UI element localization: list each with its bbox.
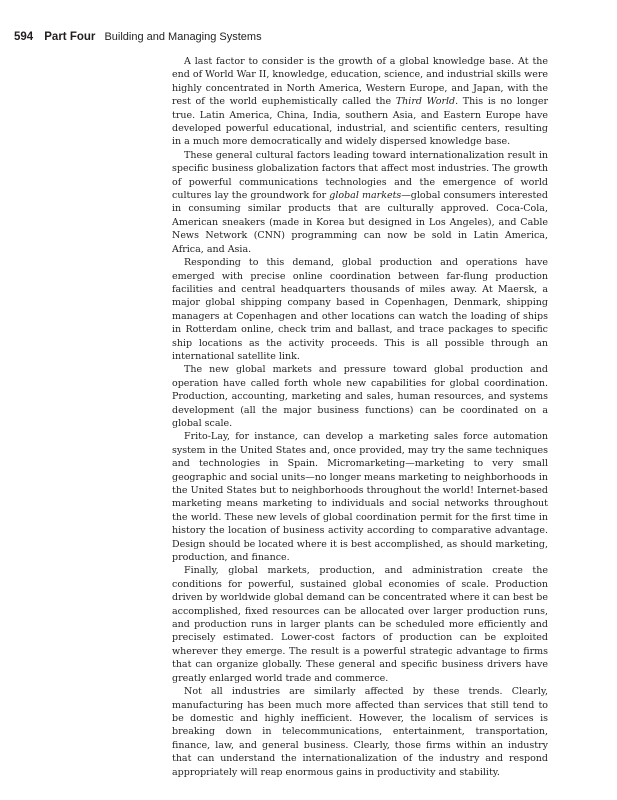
text-run: . This is no longer true. Latin America, China, India, southern Asia, and Eastern Europe have developed powerful educational, industrial, and scientific centers, resulting in a much more democratically and widely dispersed knowledge base.	[172, 96, 549, 148]
text-run: These general cultural factors leading toward internationalization result in specific business globalization factors that affect most industries. The growth of powerful communications technologies and the emergence of world cultures lay the groundwork for	[172, 149, 548, 202]
body-text	[172, 55, 548, 779]
part-label: Part Four	[44, 31, 96, 43]
text-run: —global consumers interested in consuming similar products that are culturally approved. Coca-Cola, American sneakers (made in Korea but designed in Los Angeles), and Cable News Network (CNN) programming can now be sold in Latin America, Africa, and Asia.	[172, 190, 548, 255]
paragraph	[172, 363, 548, 430]
paragraph	[172, 55, 548, 149]
part-title: Building and Managing Systems	[104, 31, 262, 43]
text-run: A last factor to consider is the growth of a global knowledge base. At the end of World War II, knowledge, education, science, and industrial skills were highly concentrated in North America, Western Europe, and Japan, with the rest of the world euphemistically called the	[172, 56, 548, 108]
page-number: 594	[14, 31, 34, 43]
italic-term: Third World	[395, 96, 456, 108]
text-run: Responding to this demand, global production and operations have emerged with precise online coordination between far-flung production facilities and central headquarters thousands of miles away. At Maersk, a major global shipping company based in Copenhagen, Denmark, shipping managers at Copenhagen and other locations can watch the loading of ships in Rotterdam online, check trim and ballast, and trace packages to specific ship locations as the activity proceeds. This is all possible through an international satellite link.	[172, 257, 548, 362]
text-run: Finally, global markets, production, and administration create the conditions for powerful, sustained global economies of scale. Production driven by worldwide global demand can be concentrated where it can best be accomplished, fixed resources can be allocated over larger production runs, and production runs in larger plants can be scheduled more efficiently and precisely estimated. Lower-cost factors of production can be exploited wherever they emerge. The result is a powerful strategic advantage to firms that can organize globally. These general and specific business drivers have greatly enlarged world trade and commerce.	[172, 565, 548, 684]
paragraph	[172, 256, 548, 363]
paragraph	[172, 430, 548, 564]
text-run: Frito-Lay, for instance, can develop a marketing sales force automation system in the United States and, once provided, may try the same techniques and technologies in Spain. Micromarketing—marketing to very small geographic and social units—no longer means marketing to neighborhoods in the United States but to neighborhoods throughout the world! Internet-based marketing means marketing to individuals and social networks throughout the world. These new levels of global coordination permit for the first time in history the location of business activity according to comparative advantage. Design should be located where it is best accomplished, as should marketing, production, and finance.	[172, 431, 548, 564]
paragraph	[172, 149, 548, 256]
text-run: Not all industries are similarly affected by these trends. Clearly, manufacturing has been much more affected than services that still tend to be domestic and highly inefficient. However, the localism of services is breaking down in telecommunications, entertainment, transportation, finance, law, and general business. Clearly, those firms within an industry that can understand the internationalization of the industry and respond appropriately will reap enormous gains in productivity and stability.	[172, 686, 548, 778]
running-head	[14, 30, 262, 44]
text-run: The new global markets and pressure toward global production and operation have called forth whole new capabilities for global coordination. Production, accounting, marketing and sales, human resources, and systems development (all the major business functions) can be coordinated on a global scale.	[172, 364, 548, 429]
paragraph	[172, 564, 548, 685]
paragraph	[172, 685, 548, 779]
italic-term: global markets	[329, 190, 402, 202]
